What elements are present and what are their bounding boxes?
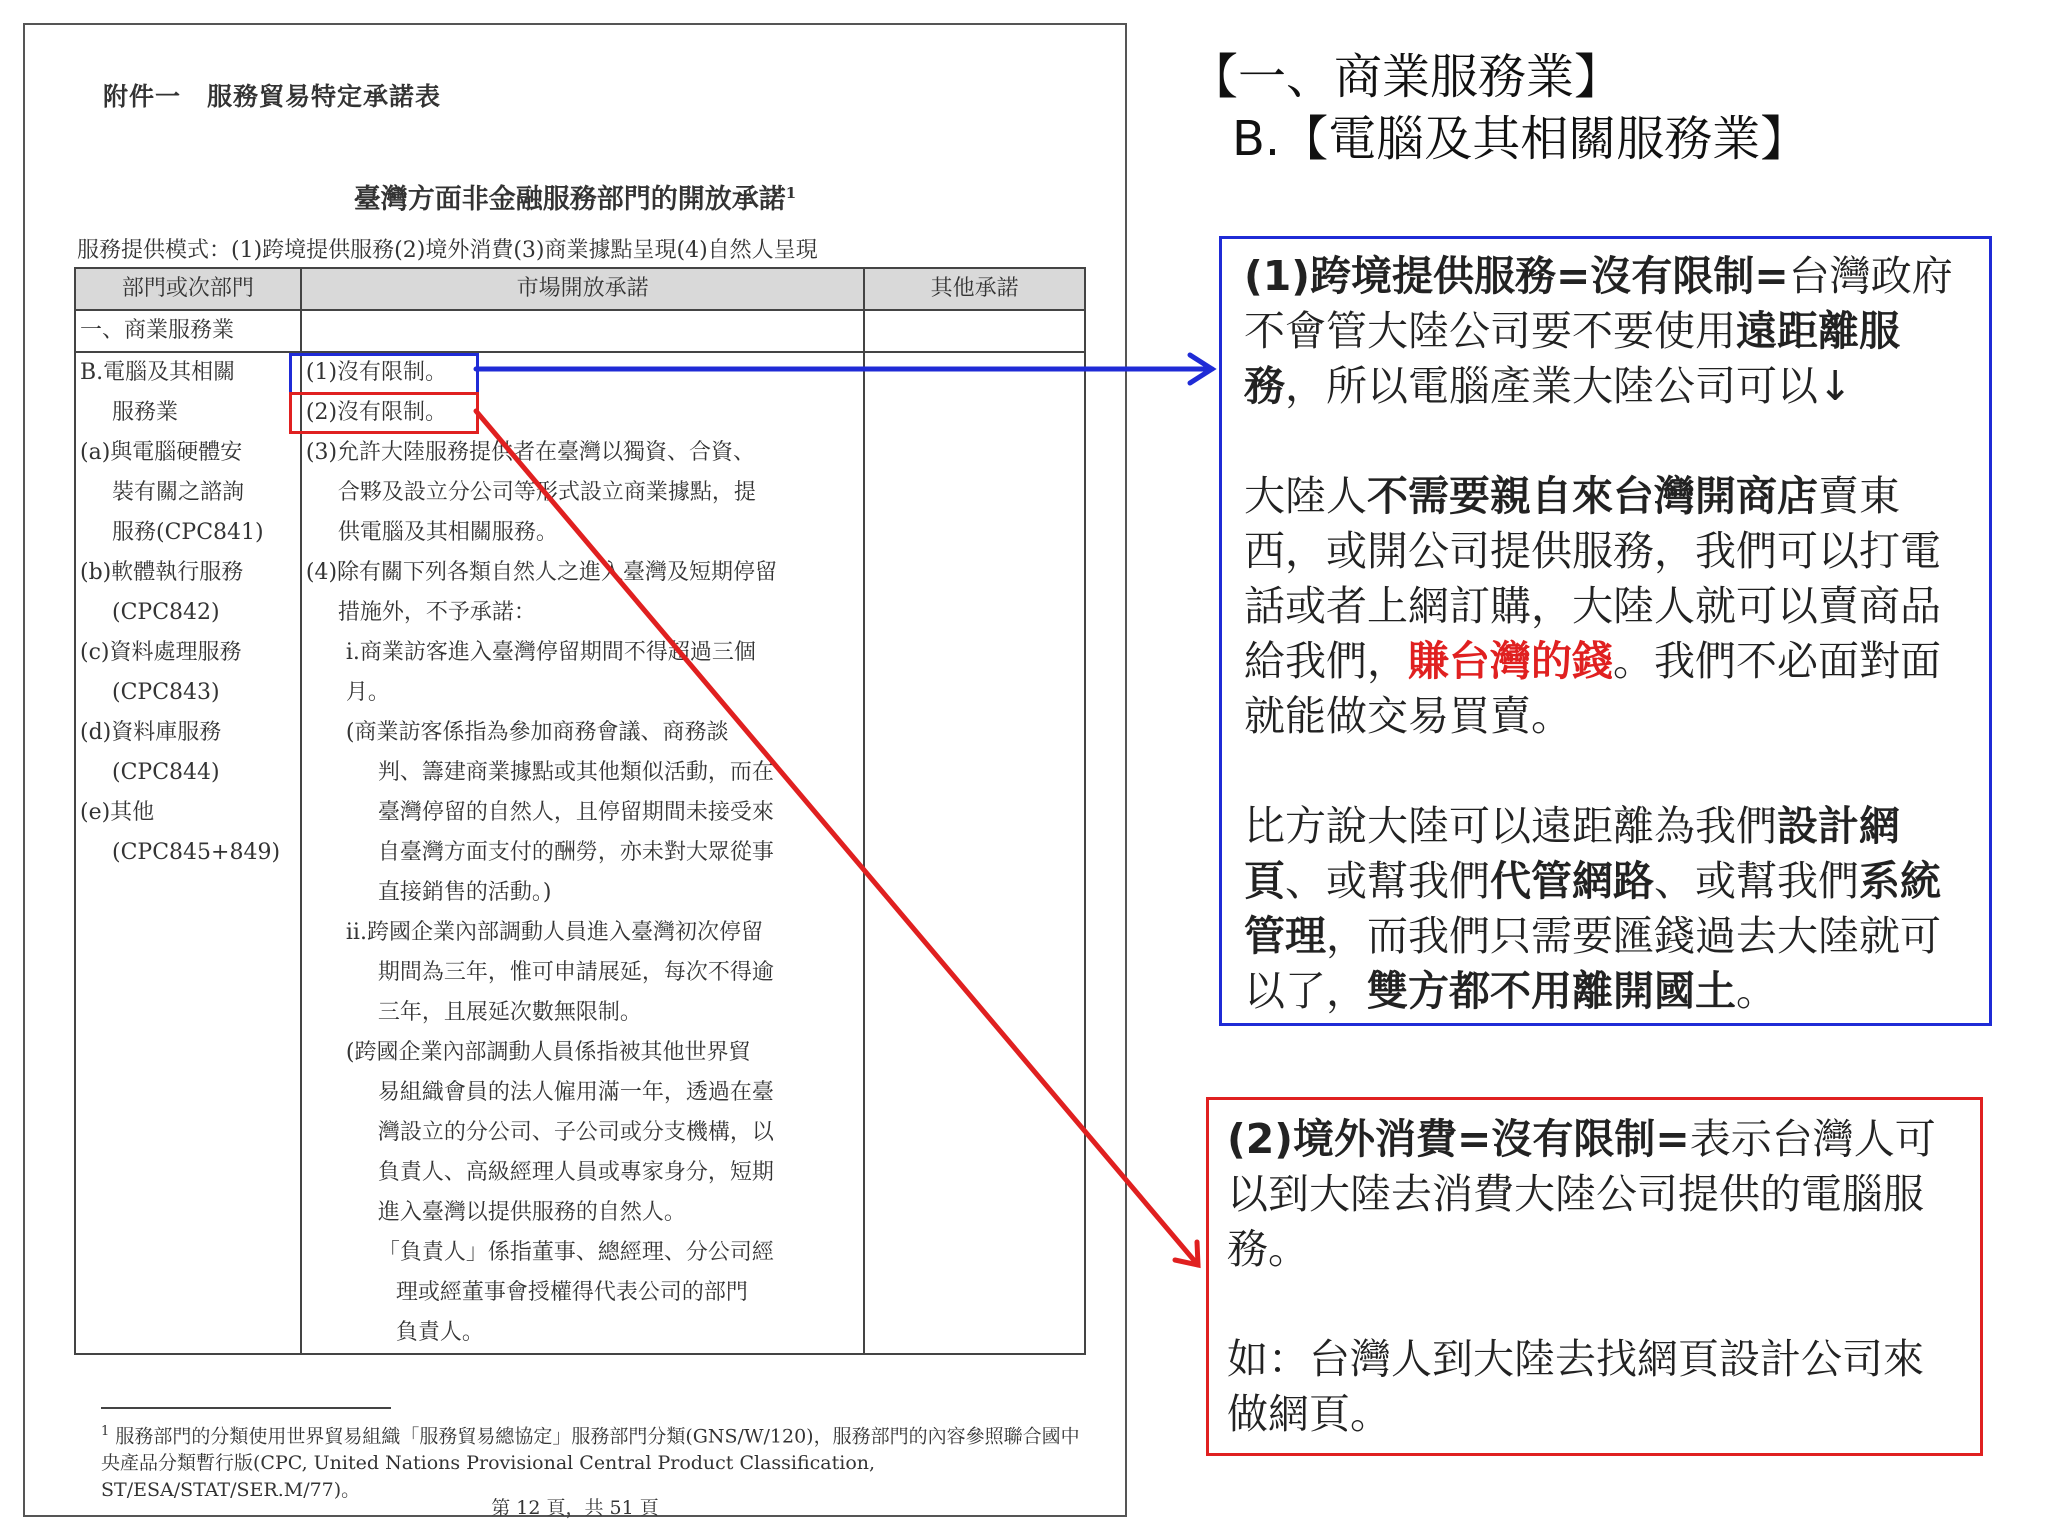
red-arrow xyxy=(476,411,1198,1265)
cross-border-note: (1)跨境提供服務=沒有限制=台灣政府不會管大陸公司要不要使用遠距離服務，所以電腦產業大陸公司可以↓ 大陸人不需要親自來台灣開商店賣東西，或開公司提供服務，我們可以打電話或者上網訂購，大陸人就可以賣商品給我們，賺台灣的錢。我們不必面對面就能做交易買賣。 比方說大陸可以遠距離為我們設計網頁、或幫我們代管網路、或幫我們系統管理，而我們只需要匯錢過去大陸就可以了，雙方都不用離開國土。 xyxy=(1219,236,1992,1026)
sector-cell: 一、商業服務業 xyxy=(75,310,301,352)
page-number: 第 12 頁，共 51 頁 xyxy=(491,1497,659,1519)
blue-arrow xyxy=(476,355,1212,383)
market-access-cell: (1)沒有限制。 (2)沒有限制。 (3)允許大陸服務提供者在臺灣以獨資、合資、 合夥及設立分公司等形式設立商業據點，提 供電腦及其相關服務。 (4)除有關下列各類自然人之進入臺灣及短期停留 措施外，不予承諾： i.商業訪客進入臺灣停留期間不得超過三個 月。 (商業訪客係指為參加商務會議、商務談 判、籌建商業據點或其他類似活動，而在 臺灣停留的自然人，且停留期間未接受來 自臺灣方面支付的酬勞，亦未對大眾從事 直接銷售的活動。) ii.跨國企業內部調動人員進入臺灣初次停留 期間為三年，惟可申請展延，每次不得逾 三年，且展延次數無限制。 (跨國企業內部調動人員係指被其他世界貿 易組織會員的法人僱用滿一年，透過在臺 灣設立的分公司、子公司或分支機構，以 負責人、高級經理人員或專家身分，短期 進入臺灣以提供服務的自然人。 「負責人」係指董事、總經理、分公司經 理或經董事會授權得代表公司的部門 負責人。 xyxy=(301,352,864,1354)
supply-mode-line: 服務提供模式：(1)跨境提供服務(2)境外消費(3)商業據點呈現(4)自然人呈現 xyxy=(77,238,818,263)
footnote: $^1$ 服務部門的分類使用世界貿易組織「服務貿易總協定」服務部門分類(GNS/W/120)，服務部門的內容參照聯合國中央產品分類暫行版(CPC, United Nations Provisional Central Product Classification, ST/ESA/STAT/SER.M/77)。 xyxy=(101,1424,1080,1502)
header-other: 其他承諾 xyxy=(864,268,1085,310)
highlight-earn-money: 賺台灣的錢 xyxy=(1408,637,1613,685)
note-term: (2)境外消費=沒有限制= xyxy=(1227,1115,1690,1163)
header-market-access: 市場開放承諾 xyxy=(301,268,864,310)
annex-heading: 附件一 服務貿易特定承諾表 xyxy=(103,82,442,111)
header-sector: 部門或次部門 xyxy=(75,268,301,310)
note-term: (1)跨境提供服務=沒有限制= xyxy=(1244,252,1789,300)
sector-heading: 【一、商業服務業】 xyxy=(1190,49,1623,105)
subsector-cell: B.電腦及其相關 服務業 (a)與電腦硬體安 裝有關之諮詢 服務(CPC841) (b)軟體執行服務 (CPC842) (c)資料處理服務 (CPC843) (d)資料庫服務 (CPC844) (e)其他 (CPC845+849) xyxy=(75,352,301,1354)
document-title: 臺灣方面非金融服務部門的開放承諾$^1$ xyxy=(353,184,797,215)
consumption-abroad-note: (2)境外消費=沒有限制=表示台灣人可以到大陸去消費大陸公司提供的電腦服務。 如：台灣人到大陸去找網頁設計公司來做網頁。 xyxy=(1206,1097,1983,1456)
subsector-heading: B.【電腦及其相關服務業】 xyxy=(1232,111,1809,167)
